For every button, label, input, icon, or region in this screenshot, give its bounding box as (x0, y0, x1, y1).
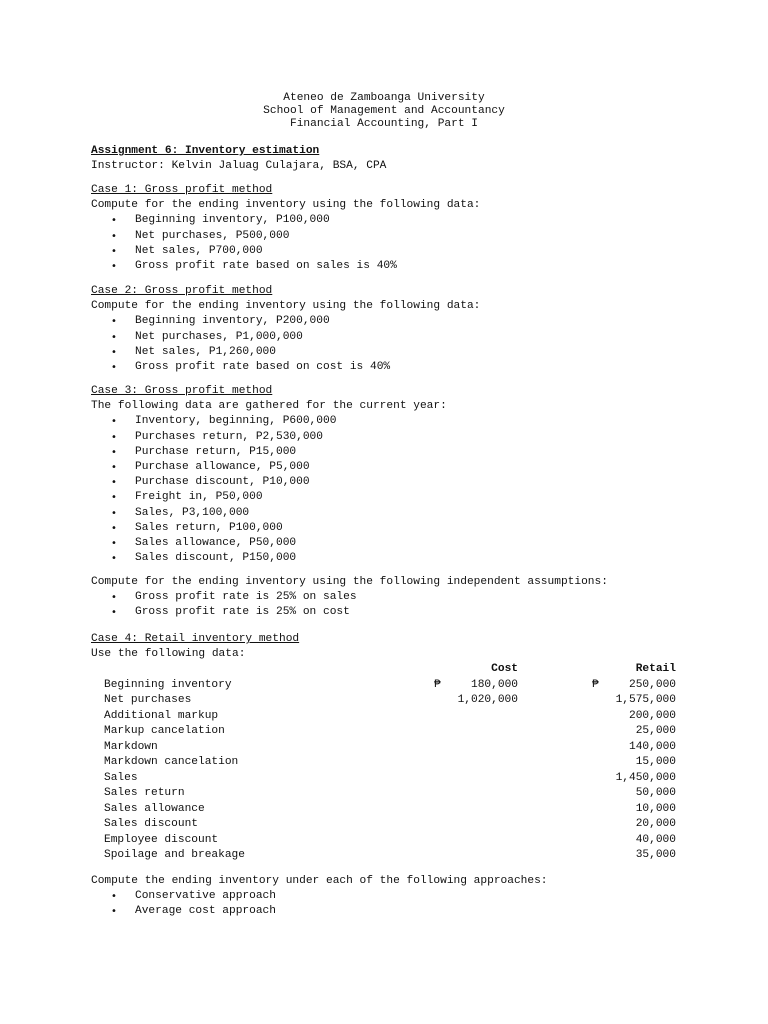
bullet-icon: • (111, 446, 117, 458)
retail-column-header: Retail (635, 663, 676, 676)
bullet-icon: • (111, 522, 117, 534)
list-item: • Beginning inventory, P200,000 (91, 314, 731, 329)
case-1 (91, 183, 731, 274)
list-item: • Freight in, P50,000 (91, 490, 731, 505)
list-item: • Gross profit rate based on cost is 40% (91, 360, 731, 375)
list-item: • Purchase allowance, P5,000 (91, 460, 731, 475)
bullet-icon: • (111, 346, 117, 358)
list-item: • Sales discount, P150,000 (91, 551, 731, 566)
table-row: Additional markup 200,000 (104, 709, 676, 722)
list-item: • Average cost approach (91, 904, 731, 919)
approaches-list (91, 889, 731, 919)
case-3-assumptions (91, 575, 731, 621)
case-4 (91, 632, 731, 864)
case-2-intro: Compute for the ending inventory using the following data: (91, 300, 481, 313)
peso-sign: ₱ (434, 678, 441, 691)
bullet-icon: • (111, 537, 117, 549)
assumptions-list (91, 590, 731, 620)
bullet-icon: • (111, 361, 117, 373)
bullet-icon: • (111, 245, 117, 257)
case-2 (91, 284, 731, 375)
bullet-icon: • (111, 230, 117, 242)
assumptions-intro: Compute for the ending inventory using the following independent assumptions: (91, 576, 608, 588)
case-4-approaches (91, 874, 731, 920)
cost-column-header: Cost (491, 663, 518, 676)
list-item: • Beginning inventory, P100,000 (91, 213, 731, 228)
table-row: Markup cancelation 25,000 (104, 725, 676, 738)
case-2-title: Case 2: Gross profit method (91, 285, 273, 297)
bullet-icon: • (111, 215, 117, 227)
case-3 (91, 384, 731, 566)
retail-data-table (91, 662, 676, 864)
list-item: • Sales return, P100,000 (91, 521, 731, 536)
table-row: Markdown 140,000 (104, 740, 676, 753)
table-row: Beginning inventory ₱ 180,000 ₱ 250,000 (91, 678, 676, 694)
table-row: Employee discount 40,000 (104, 833, 676, 846)
case-1-intro: Compute for the ending inventory using the following data: (91, 199, 481, 212)
instructor-line: Instructor: Kelvin Jaluag Culajara, BSA, CPA (91, 160, 387, 173)
bullet-icon: • (111, 416, 117, 428)
case-2-list (91, 314, 731, 375)
case-4-title: Case 4: Retail inventory method (91, 633, 300, 645)
school-name: School of Management and Accountancy (263, 105, 505, 117)
bullet-icon: • (111, 906, 117, 918)
bullet-icon: • (111, 607, 117, 619)
bullet-icon: • (111, 891, 117, 903)
table-row: Sales discount 20,000 (104, 818, 676, 831)
list-item: • Inventory, beginning, P600,000 (91, 414, 731, 429)
bullet-icon: • (111, 331, 117, 343)
bullet-icon: • (111, 461, 117, 473)
list-item: • Purchase return, P15,000 (91, 445, 731, 460)
list-item: • Gross profit rate based on sales is 40% (91, 259, 731, 274)
list-item: • Net sales, P1,260,000 (91, 345, 731, 360)
list-item: • Net purchases, P1,000,000 (91, 330, 731, 345)
approaches-intro: Compute the ending inventory under each of the following approaches: (91, 875, 548, 887)
document-header (0, 92, 768, 131)
list-item: • Net purchases, P500,000 (91, 229, 731, 244)
list-item: • Sales, P3,100,000 (91, 506, 731, 521)
bullet-icon: • (111, 507, 117, 519)
bullet-icon: • (111, 553, 117, 565)
list-item: • Conservative approach (91, 889, 731, 904)
table-row: Sales 1,450,000 (104, 771, 676, 784)
bullet-icon: • (111, 316, 117, 328)
case-3-list (91, 414, 731, 566)
university-name: Ateneo de Zamboanga University (283, 92, 485, 104)
table-row: Net purchases 1,020,000 1,575,000 (104, 694, 676, 707)
case-3-intro: The following data are gathered for the current year: (91, 400, 447, 413)
case-1-list (91, 213, 731, 274)
bullet-icon: • (111, 492, 117, 504)
peso-sign: ₱ (592, 678, 599, 691)
list-item: • Sales allowance, P50,000 (91, 536, 731, 551)
case-1-title: Case 1: Gross profit method (91, 184, 273, 196)
list-item: • Net sales, P700,000 (91, 244, 731, 259)
table-row: Spoilage and breakage 35,000 (104, 849, 676, 862)
table-header-row (91, 662, 676, 678)
table-row: Sales allowance 10,000 (104, 802, 676, 815)
bullet-icon: • (111, 260, 117, 272)
bullet-icon: • (111, 592, 117, 604)
bullet-icon: • (111, 477, 117, 489)
list-item: • Gross profit rate is 25% on cost (91, 605, 731, 620)
table-row: Markdown cancelation 15,000 (104, 756, 676, 769)
case-4-intro: Use the following data: (91, 648, 246, 661)
list-item: • Purchase discount, P10,000 (91, 475, 731, 490)
case-3-title: Case 3: Gross profit method (91, 385, 273, 397)
bullet-icon: • (111, 431, 117, 443)
table-row: Sales return 50,000 (104, 787, 676, 800)
list-item: • Purchases return, P2,530,000 (91, 430, 731, 445)
assignment-title: Assignment 6: Inventory estimation (91, 145, 320, 157)
course-name: Financial Accounting, Part I (290, 118, 478, 130)
list-item: • Gross profit rate is 25% on sales (91, 590, 731, 605)
assignment-info (91, 144, 731, 174)
